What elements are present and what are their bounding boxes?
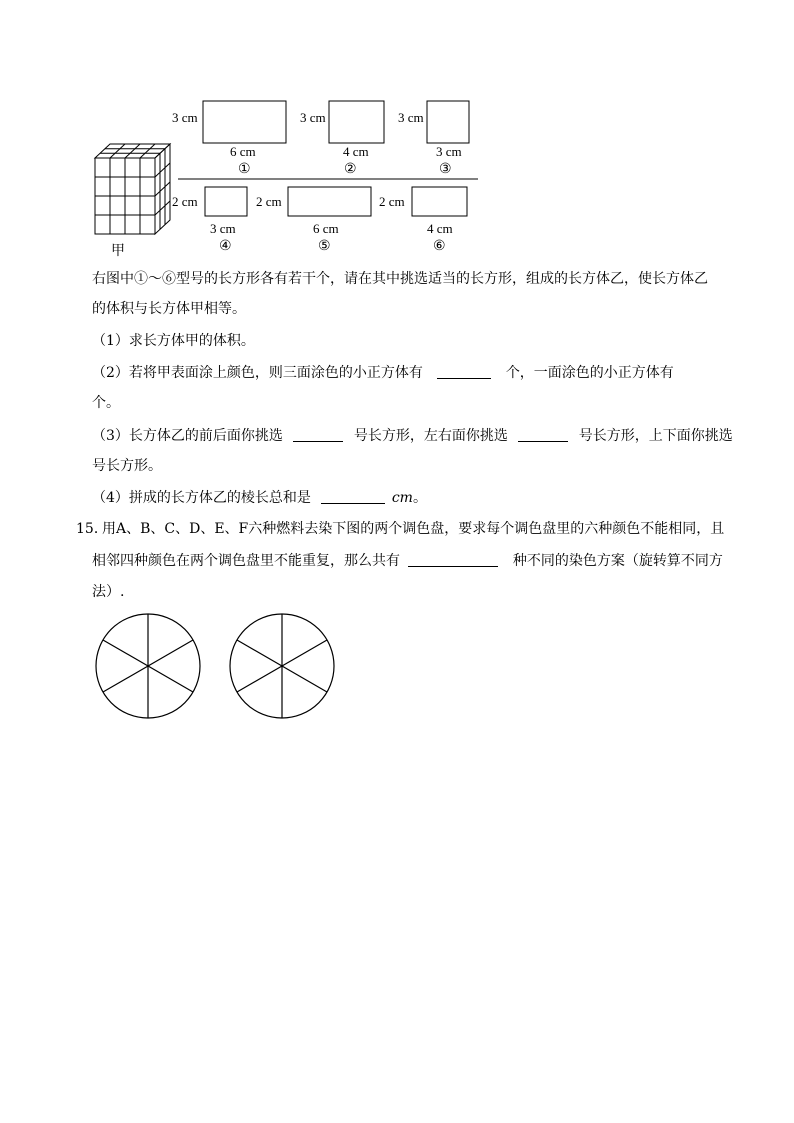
rect-5-height: 2 cm [256,194,282,209]
q15-line2-text-a: 相邻四种颜色在两个调色盘里不能重复，那么共有 [92,553,400,569]
rect-2-number: ② [344,162,357,177]
rect-1-width: 6 cm [230,144,256,159]
rect-5-width: 6 cm [313,221,339,236]
rect-3-number: ③ [439,162,452,177]
cube-jia [95,144,170,234]
q15-line1: 用A、B、C、D、E、F六种燃料去染下图的两个调色盘，要求每个调色盘里的六种颜色不能相同，且 [102,521,725,537]
q15-number: 15． [76,521,108,537]
q14-part3-cont: 号长方形。 [92,458,162,474]
q14-part3 [92,425,733,445]
rect-1-height: 3 cm [172,110,198,125]
q14-part2-cont: 个。 [92,395,120,411]
q14-part4-blank[interactable] [321,489,385,504]
rect-1 [203,101,286,143]
q14-part4-text: （4）拼成的长方体乙的棱长总和是 [92,490,311,506]
q14-part2-blank-1[interactable] [437,364,491,379]
rect-2-height: 3 cm [300,110,326,125]
q14-part2 [92,362,674,382]
rect-4-height: 2 cm [172,194,198,209]
rect-2-width: 4 cm [343,144,369,159]
rect-2 [329,101,384,143]
palette-1 [96,614,200,718]
q14-intro-line1: 右图中①～⑥型号的长方形各有若干个，请在其中挑选适当的长方形，组成的长方体乙，使长方体乙 [92,271,708,287]
q14-part2-text-a: （2）若将甲表面涂上颜色，则三面涂色的小正方体有 [92,365,423,381]
q14-part3-text-a: （3）长方体乙的前后面你挑选 [92,428,283,444]
rect-6-number: ⑥ [433,239,446,254]
palette-2 [230,614,334,718]
rect-3 [427,101,469,143]
rect-1-number: ① [238,162,251,177]
q14-part4 [92,487,427,507]
rect-4-width: 3 cm [210,221,236,236]
rect-5-number: ⑤ [318,239,331,254]
cuboid-figure [0,0,794,270]
q14-part3-blank-2[interactable] [518,427,568,442]
rect-5 [288,187,371,216]
q15-line2 [92,550,723,570]
q15-line3: 法）. [92,584,125,600]
q14-part2-text-b: 个，一面涂色的小正方体有 [505,365,674,381]
q15-blank[interactable] [408,552,498,567]
rect-3-height: 3 cm [398,110,424,125]
rect-4 [205,187,247,216]
rect-6 [412,187,467,216]
q14-part4-end: 。 [412,490,427,506]
q14-part4-unit: cm [391,490,413,506]
color-palettes [0,600,794,800]
cube-label: 甲 [111,243,125,259]
rect-3-width: 3 cm [436,144,462,159]
q14-part3-text-c: 号长方形，上下面你挑选 [578,428,733,444]
q15-line2-text-b: 种不同的染色方案（旋转算不同方 [512,553,723,569]
rect-4-number: ④ [219,239,232,254]
q14-part1: （1）求长方体甲的体积。 [92,333,255,349]
q14-part3-blank-1[interactable] [293,427,343,442]
rect-6-height: 2 cm [379,194,405,209]
q14-part3-text-b: 号长方形，左右面你挑选 [353,428,508,444]
q14-intro-line2: 的体积与长方体甲相等。 [92,301,246,317]
rect-6-width: 4 cm [427,221,453,236]
